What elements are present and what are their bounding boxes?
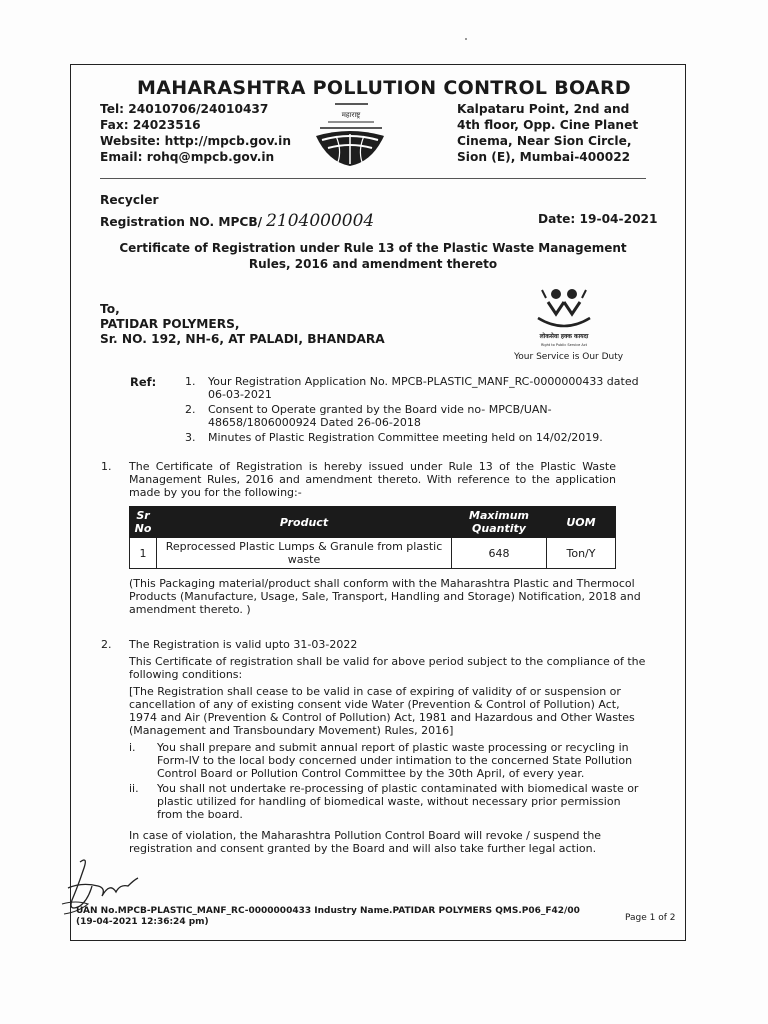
- header-divider: [100, 178, 646, 179]
- col-uom: UOM: [547, 507, 616, 538]
- paragraph-2: [101, 638, 646, 855]
- service-logo-text: लोकसेवा हक्क कायदा: [539, 333, 589, 340]
- address-line: 4th floor, Opp. Cine Planet: [457, 118, 639, 132]
- scan-speck: [465, 38, 467, 40]
- to-label: To,: [100, 302, 120, 316]
- fax: Fax: 24023516: [100, 118, 201, 132]
- registration-number: [100, 211, 374, 231]
- footer-timestamp: (19-04-2021 12:36:24 pm): [76, 917, 209, 927]
- address-line: Kalpataru Point, 2nd and: [457, 102, 630, 116]
- violation-text: In case of violation, the Maharashtra Pollution Control Board will revoke / suspend the registration and consent granted by the Board and will also take further legal action.: [129, 829, 602, 855]
- col-product: Product: [157, 507, 452, 538]
- mpcb-emblem-icon: [308, 100, 392, 170]
- certificate-title-line: Rules, 2016 and amendment thereto: [248, 257, 498, 271]
- website: Website: http://mpcb.gov.in: [100, 134, 291, 148]
- cell-sr: 1: [130, 538, 157, 569]
- addressee: [100, 302, 385, 347]
- reference-item: [185, 403, 645, 429]
- reference-text: Minutes of Plastic Registration Committee meeting held on 14/02/2019.: [208, 431, 603, 444]
- board-title: MAHARASHTRA POLLUTION CONTROL BOARD: [137, 77, 631, 99]
- service-tagline: Your Service is Our Duty: [514, 352, 624, 362]
- reference-item: [185, 431, 645, 444]
- reference-text: Consent to Operate granted by the Board vide no- MPCB/UAN-48658/1806000924 Dated 26-06-2018: [208, 403, 552, 429]
- document-footer: [76, 906, 580, 928]
- table-header-row: [130, 507, 616, 538]
- validity-period-text: This Certificate of registration shall be valid for above period subject to the compliance of the following conditions:: [129, 655, 646, 681]
- reference-number: 1.: [185, 375, 196, 388]
- paragraph-1: [101, 460, 616, 499]
- addressee-name: PATIDAR POLYMERS,: [100, 317, 240, 331]
- public-service-logo-icon: [526, 284, 602, 350]
- registration-type: Recycler: [100, 193, 159, 207]
- contact-block: [100, 101, 291, 165]
- page-number: Page 1 of 2: [625, 913, 676, 923]
- address-line: Cinema, Near Sion Circle,: [457, 134, 632, 148]
- table-row: [130, 538, 616, 569]
- address-block: [457, 101, 638, 165]
- paragraph-text: The Certificate of Registration is hereby issued under Rule 13 of the Plastic Waste Management Rules, 2016 and amendment thereto. With reference to the application made by you for the following:-: [129, 460, 616, 499]
- cell-product: Reprocessed Plastic Lumps & Granule from plastic waste: [157, 538, 452, 569]
- emblem-label: महाराष्ट्र: [341, 111, 361, 119]
- reference-list: [185, 375, 645, 446]
- col-sr-no: Sr No: [130, 507, 157, 538]
- service-logo-subtext: Right to Public Service Act: [540, 343, 588, 347]
- condition-number: ii.: [129, 782, 139, 795]
- reference-number: 2.: [185, 403, 196, 416]
- condition-item: [129, 782, 646, 821]
- email: Email: rohq@mpcb.gov.in: [100, 150, 275, 164]
- col-max-quantity: Maximum Quantity: [452, 507, 547, 538]
- reference-number: 3.: [185, 431, 196, 444]
- address-line: Sion (E), Mumbai-400022: [457, 150, 631, 164]
- addressee-address: Sr. NO. 192, NH-6, AT PALADI, BHANDARA: [100, 332, 385, 346]
- packaging-note: (This Packaging material/product shall conform with the Maharashtra Plastic and Thermocol Products (Manufacture, Usage, Sale, Transport, Handling and Storage) Notification, 2018 and amendment thereto. ): [129, 577, 641, 616]
- cell-uom: Ton/Y: [547, 538, 616, 569]
- paragraph-number: 2.: [101, 638, 112, 651]
- telephone: Tel: 24010706/24010437: [100, 102, 269, 116]
- certificate-title: [100, 240, 646, 272]
- handwritten-number: 2104000004: [266, 211, 375, 231]
- registration-label: Registration NO. MPCB/: [100, 215, 263, 229]
- cessation-text: [The Registration shall cease to be valid in case of expiring of validity of or suspension or cancellation of any of existing consent vide Water (Prevention & Control of Pollution) Act, 1974 and Air (Prevention & Control of Pollution) Act, 1981 and Hazardous and Other Wastes (Management and Transboundary Movement) Rules, 2016]: [129, 685, 635, 737]
- cell-quantity: 648: [452, 538, 547, 569]
- reference-text: Your Registration Application No. MPCB-PLASTIC_MANF_RC-0000000433 dated 06-03-2021: [208, 375, 639, 401]
- ref-label: Ref:: [130, 375, 157, 389]
- validity-text: The Registration is valid upto 31-03-2022: [129, 638, 358, 651]
- reference-item: [185, 375, 645, 401]
- condition-text: You shall not undertake re-processing of plastic contaminated with biomedical waste or plastic utilized for handling of biomedical waste, without necessary prior permission from the board.: [157, 782, 639, 821]
- product-table: [129, 506, 616, 569]
- condition-number: i.: [129, 741, 136, 754]
- issue-date: Date: 19-04-2021: [538, 212, 658, 226]
- certificate-title-line: Certificate of Registration under Rule 13 of the Plastic Waste Management: [119, 241, 627, 255]
- paragraph-number: 1.: [101, 460, 112, 473]
- footer-uan: UAN No.MPCB-PLASTIC_MANF_RC-0000000433 Industry Name.PATIDAR POLYMERS QMS.P06_F42/00: [76, 906, 580, 916]
- condition-item: [129, 741, 646, 780]
- condition-text: You shall prepare and submit annual report of plastic waste processing or recycling in Form-IV to the local body concerned under intimation to the concerned State Pollution Control Board or Pollution Control Committee by the 30th April, of every year.: [157, 741, 633, 780]
